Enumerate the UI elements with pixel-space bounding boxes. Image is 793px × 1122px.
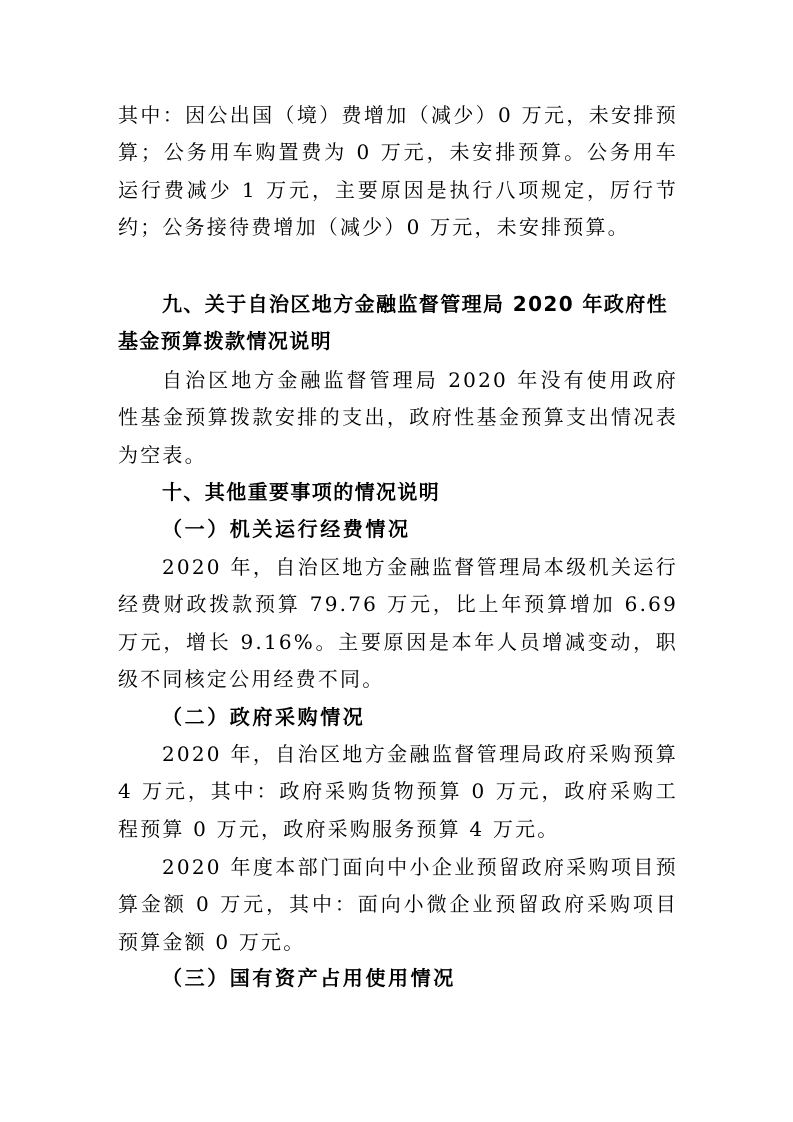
section-heading: 十、其他重要事项的情况说明 (162, 480, 441, 504)
subsection-heading: （一）机关运行经费情况 (162, 517, 411, 541)
section-nine-heading (118, 286, 678, 360)
section-ten-heading (118, 474, 678, 511)
body-text: 自治区地方金融监督管理局 2020 年没有使用政府性基金预算拨款安排的支出，政府性基金预算支出情况表为空表。 (118, 368, 678, 467)
body-text: 其中：因公出国（境）费增加（减少）0 万元，未安排预算；公务用车购置费为 0 万元，未安排预算。公务用车运行费减少 1 万元，主要原因是执行八项规定，厉行节约；公务接待费增加（减少）0 万元，未安排预算。 (118, 103, 678, 239)
body-text: 2020 年，自治区地方金融监督管理局政府采购预算 4 万元，其中：政府采购货物预算 0 万元，政府采购工程预算 0 万元，政府采购服务预算 4 万元。 (118, 742, 678, 841)
subsection-heading: （三）国有资产占用使用情况 (162, 966, 456, 990)
paragraph-public-expenses (118, 97, 678, 246)
subsection-heading-operating-funds (118, 511, 678, 548)
paragraph-operating-funds (118, 549, 678, 698)
body-text: 2020 年度本部门面向中小企业预留政府采购项目预算金额 0 万元，其中：面向小微企业预留政府采购项目预算金额 0 万元。 (118, 855, 678, 954)
subsection-heading-procurement (118, 699, 678, 736)
body-text: 2020 年，自治区地方金融监督管理局本级机关运行经费财政拨款预算 79.76 万元，比上年预算增加 6.69 万元，增长 9.16%。主要原因是本年人员增减变动，职级不同核定公用经费不同。 (118, 555, 678, 691)
paragraph-sme-procurement (118, 849, 678, 961)
section-heading: 九、关于自治区地方金融监督管理局 2020 年政府性基金预算拨款情况说明 (118, 292, 668, 353)
paragraph-government-fund (118, 362, 678, 474)
subsection-heading: （二）政府采购情况 (162, 705, 366, 729)
paragraph-procurement (118, 736, 678, 848)
subsection-heading-state-assets (118, 960, 678, 997)
